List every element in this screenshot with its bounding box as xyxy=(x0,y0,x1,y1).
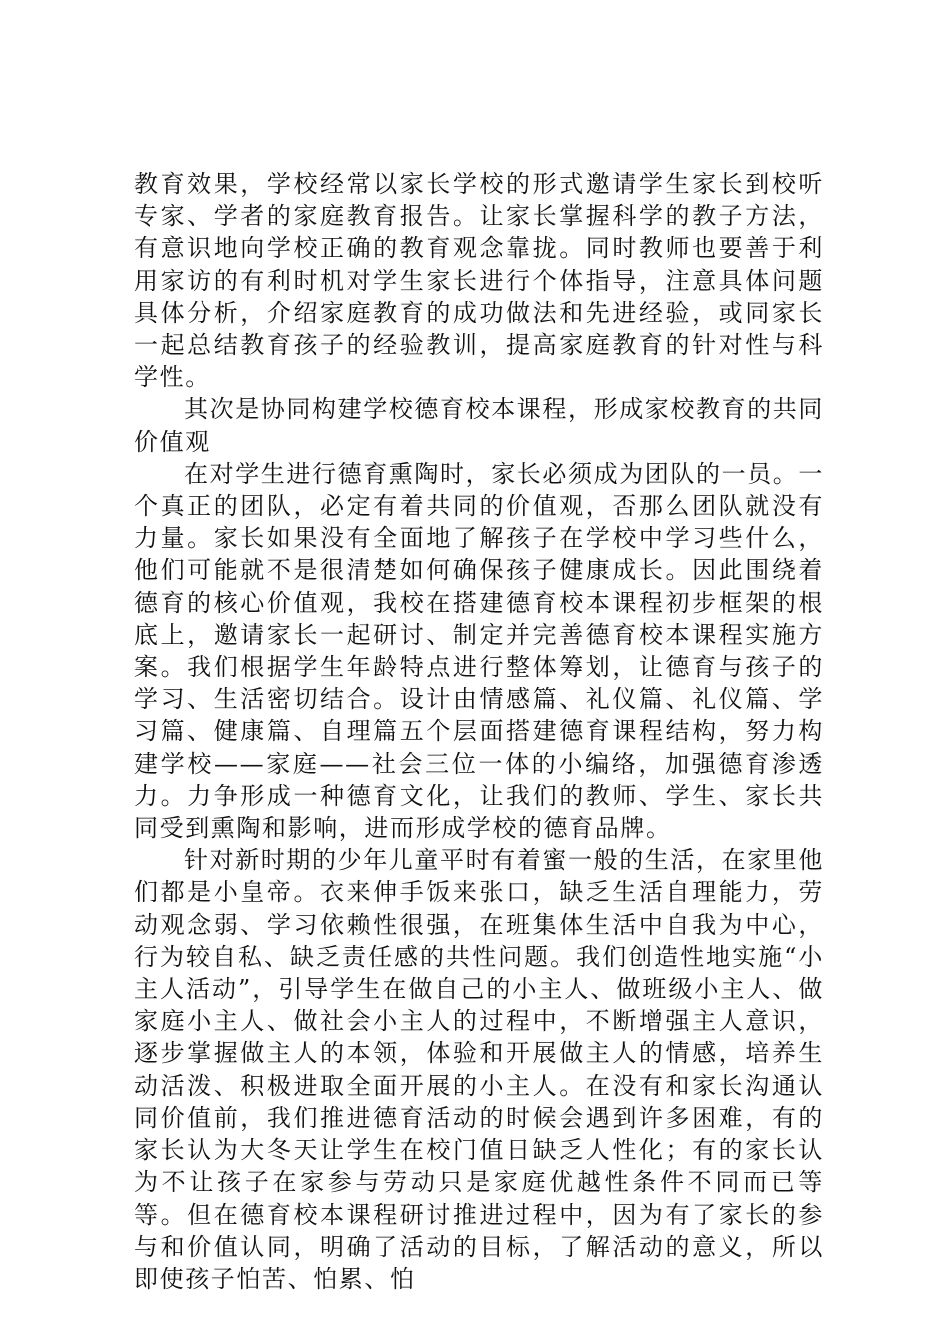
paragraph-family-education-guidance: 教育效果，学校经常以家长学校的形式邀请学生家长到校听专家、学者的家庭教育报告。让家长掌握科学的教子方法，有意识地向学校正确的教育观念靠拢。同时教师也要善于利用家访的有利时机对学生家长进行个体指导，注意具体问题具体分析，介绍家庭教育的成功做法和先进经验，或同家长一起总结教育孩子的经验教训，提高家庭教育的针对性与科学性。 xyxy=(134,170,824,392)
paragraph-shared-values: 在对学生进行德育熏陶时，家长必须成为团队的一员。一个真正的团队，必定有着共同的价值观，否那么团队就没有力量。家长如果没有全面地了解孩子在学校中学习些什么，他们可能就不是很清楚如何确保孩子健康成长。因此围绕着德育的核心价值观，我校在搭建德育校本课程初步框架的根底上，邀请家长一起研讨、制定并完善德育校本课程实施方案。我们根据学生年龄特点进行整体筹划，让德育与孩子的学习、生活密切结合。设计由情感篇、礼仪篇、礼仪篇、学习篇、健康篇、自理篇五个层面搭建德育课程结构，努力构建学校——家庭——社会三位一体的小编络，加强德育渗透力。力争形成一种德育文化，让我们的教师、学生、家长共同受到熏陶和影响，进而形成学校的德育品牌。 xyxy=(134,459,824,843)
document-page xyxy=(134,168,824,1295)
paragraph-little-master-activity: 针对新时期的少年儿童平时有着蜜一般的生活，在家里他们都是小皇帝。衣来伸手饭来张口，缺乏生活自理能力，劳动观念弱、学习依赖性很强，在班集体生活中自我为中心，行为较自私、缺乏责任感的共性问题。我们创造性地实施“小主人活动”，引导学生在做自己的小主人、做班级小主人、做家庭小主人、做社会小主人的过程中，不断增强主人意识，逐步掌握做主人的本领，体验和开展做主人的情感，培养生动活泼、积极进取全面开展的小主人。在没有和家长沟通认同价值前，我们推进德育活动的时候会遇到许多困难，有的家长认为大冬天让学生在校门值日缺乏人性化；有的家长认为不让孩子在家参与劳动只是家庭优越性条件不同而已等等。但在德育校本课程研讨推进过程中，因为有了家长的参与和价值认同，明确了活动的目标，了解活动的意义，所以即使孩子怕苦、怕累、怕 xyxy=(134,846,824,1293)
paragraph-section-heading: 其次是协同构建学校德育校本课程，形成家校教育的共同价值观 xyxy=(134,395,824,456)
